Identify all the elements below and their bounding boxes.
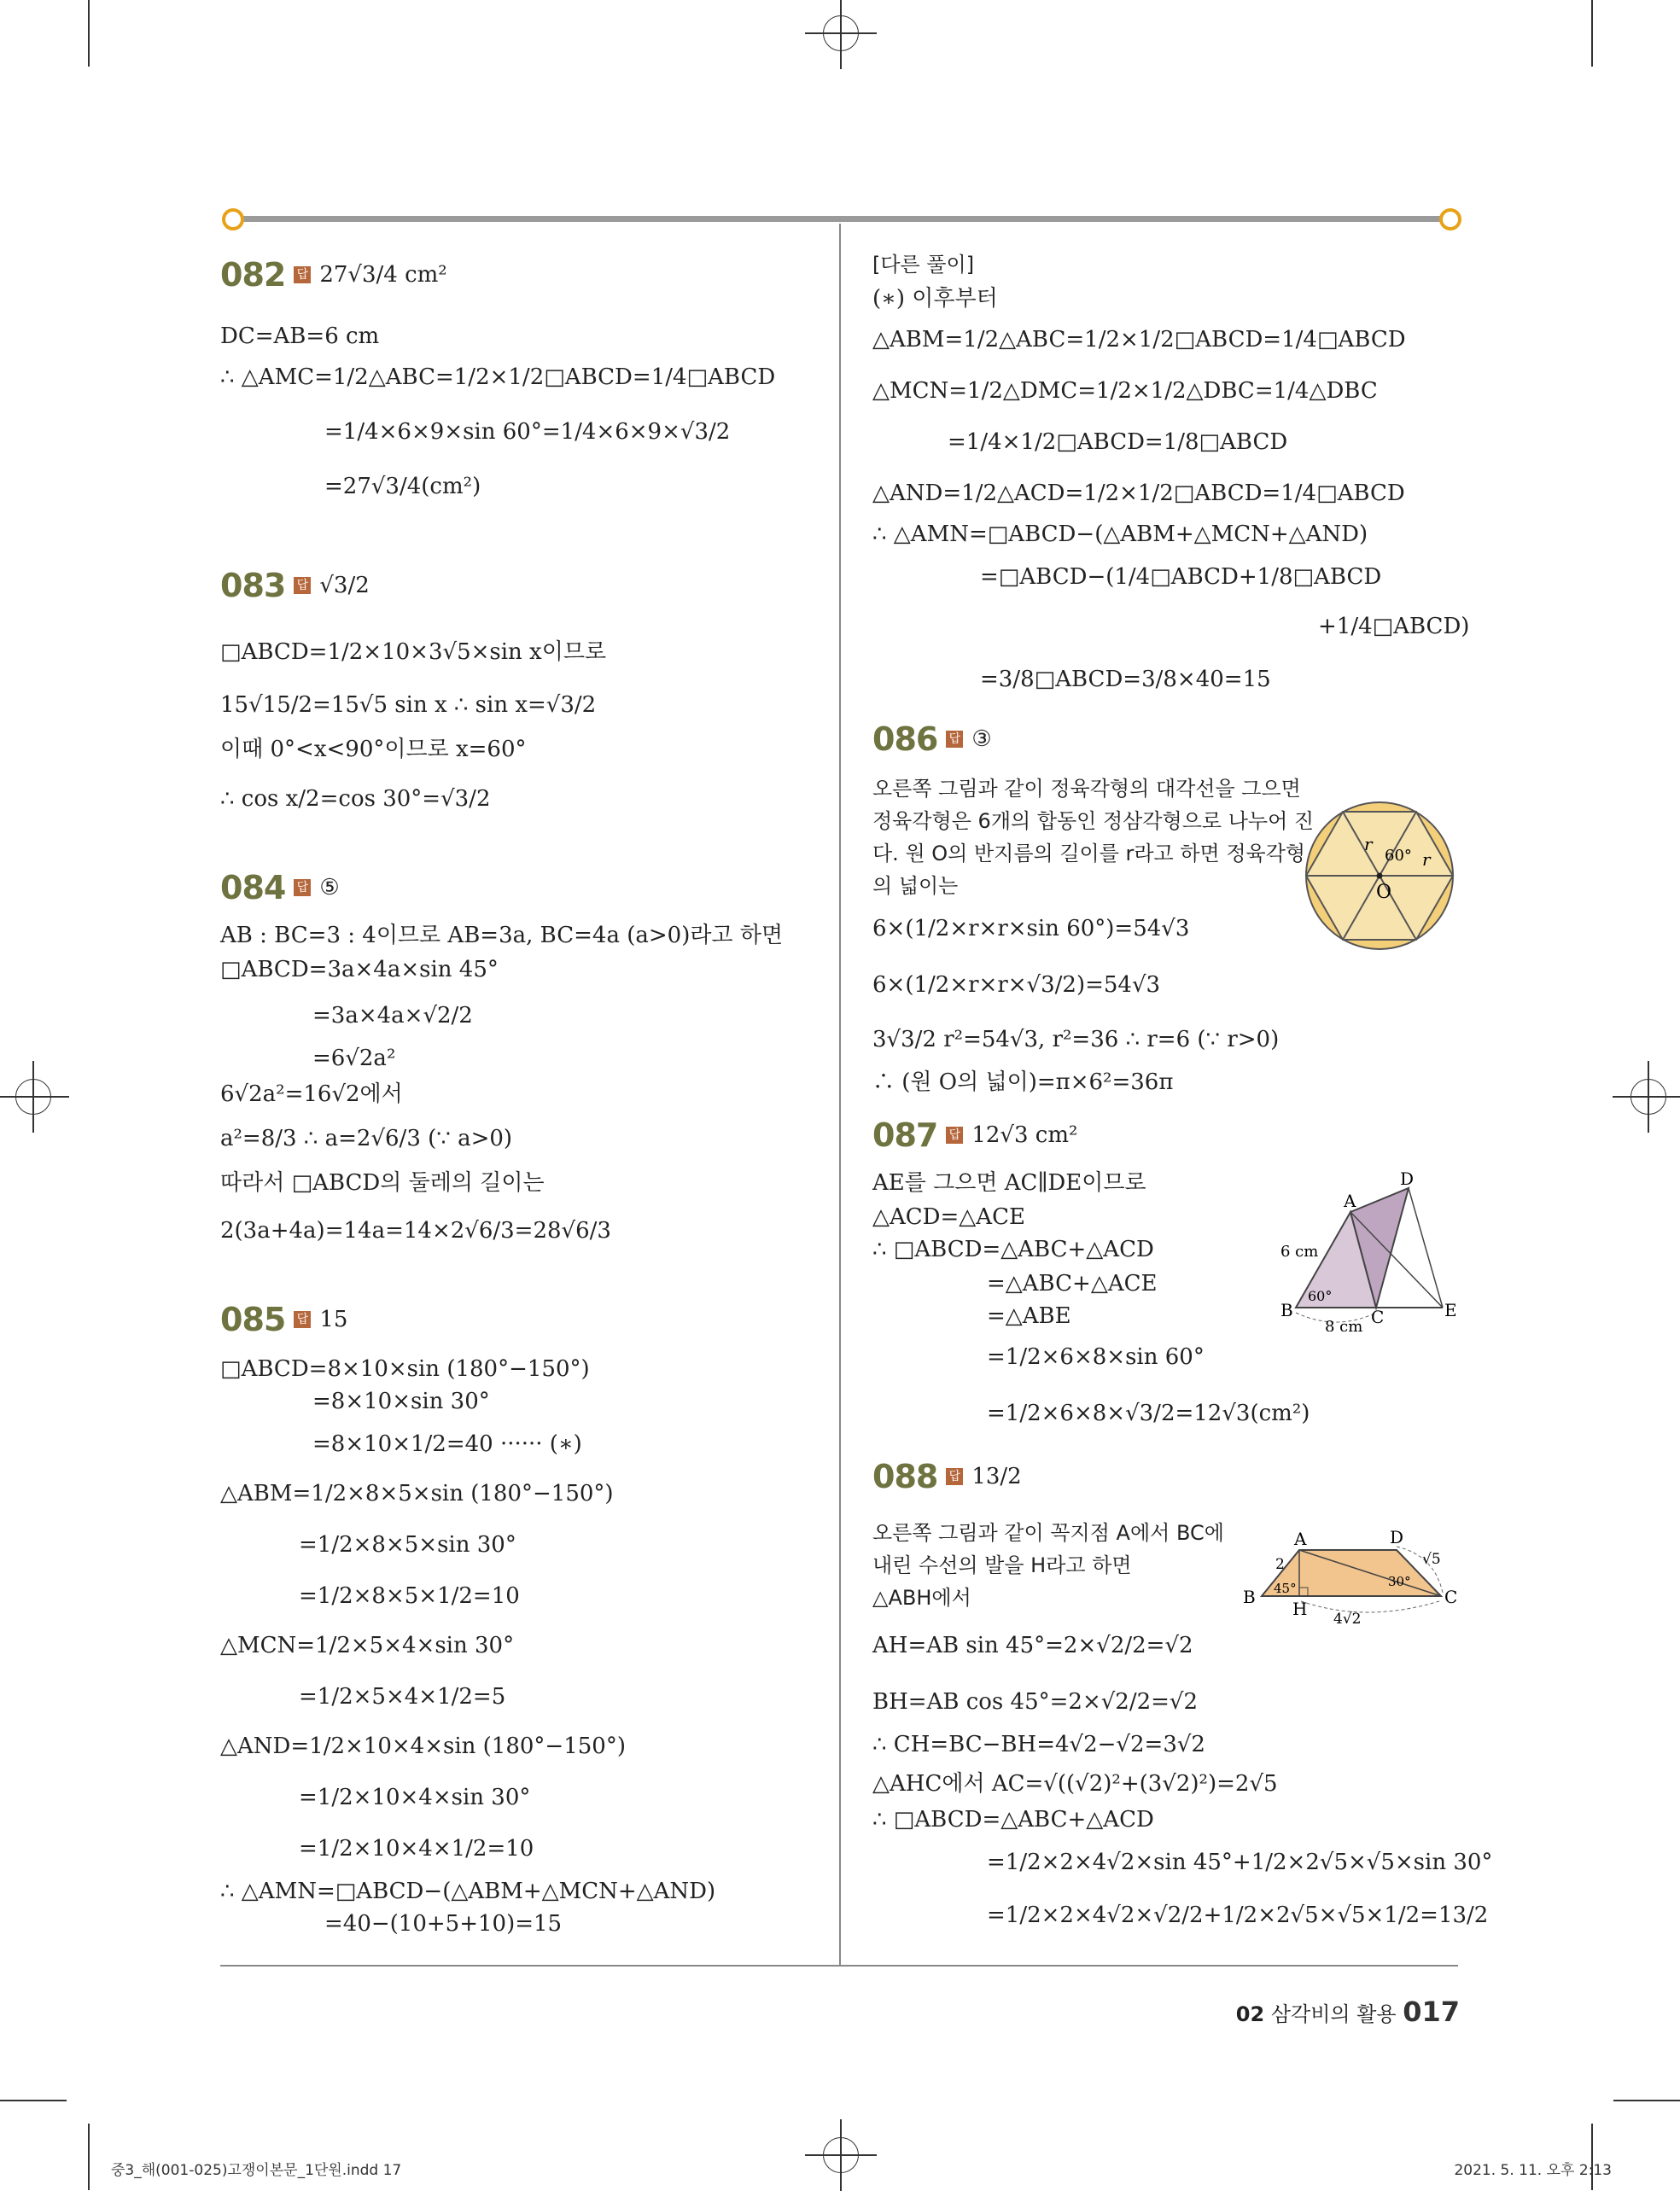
answer-icon: 답 [294, 577, 311, 594]
registration-mark [15, 1079, 51, 1115]
hexagon-figure [1303, 799, 1456, 953]
answer: √3/2 [319, 573, 370, 598]
quadrilateral-figure-088 [1238, 1521, 1460, 1623]
page-footer [1236, 1996, 1460, 2028]
crop-mark [0, 2100, 67, 2101]
solution-line: 15√15/2=15√5 sin x ∴ sin x=√3/2 [220, 692, 597, 718]
answer: 13/2 [971, 1464, 1022, 1489]
solution-line: ∴ △AMN=□ABCD−(△ABM+△MCN+△AND) [872, 522, 1368, 547]
solution-line: =1/2×5×4×1/2=5 [299, 1684, 506, 1710]
answer: 12√3 cm² [971, 1122, 1078, 1148]
solution-line: △AND=1/2×10×4×sin (180°−150°) [220, 1734, 626, 1759]
problem-087-header [872, 1116, 1077, 1154]
solution-line: 의 넓이는 [872, 874, 959, 898]
solution-line: (∗) 이후부터 [872, 286, 998, 312]
crop-mark [88, 2124, 90, 2190]
answer-icon: 답 [946, 1468, 963, 1485]
solution-line: △MCN=1/2×5×4×sin 30° [220, 1633, 515, 1658]
solution-line: =△ABE [987, 1303, 1071, 1329]
solution-line: a²=8/3 ∴ a=2√6/3 (∵ a>0) [220, 1126, 513, 1151]
solution-line: ∴ CH=BC−BH=4√2−√2=3√2 [872, 1732, 1205, 1757]
solution-line: ∴ □ABCD=△ABC+△ACD [872, 1807, 1154, 1833]
bottom-rule [220, 1965, 1458, 1967]
solution-line: =1/4×1/2□ABCD=1/8□ABCD [948, 429, 1288, 455]
solution-line: ∴ □ABCD=△ABC+△ACD [872, 1237, 1154, 1262]
solution-line: +1/4□ABCD) [1318, 614, 1470, 639]
page-number: 017 [1403, 1996, 1460, 2028]
solution-line: 6×(1/2×r×r×sin 60°)=54√3 [872, 916, 1190, 941]
registration-mark [823, 15, 859, 51]
answer-icon: 답 [294, 266, 311, 283]
problem-085-header [220, 1301, 347, 1338]
side-label: 2 [1275, 1556, 1285, 1573]
solution-line: 6×(1/2×r×r×√3/2)=54√3 [872, 972, 1161, 998]
registration-mark [823, 2137, 859, 2173]
solution-line: =27√3/4(cm²) [324, 474, 481, 499]
vertex-label: C [1371, 1307, 1385, 1327]
solution-line: ∴ △AMC=1/2△ABC=1/2×1/2□ABCD=1/4□ABCD [220, 364, 776, 390]
file-slug: 중3_해(001-025)고쟁이본문_1단원.indd 17 [111, 2162, 402, 2179]
solution-line: △AND=1/2△ACD=1/2×1/2□ABCD=1/4□ABCD [872, 481, 1405, 506]
side-label: 6 cm [1280, 1243, 1319, 1261]
solution-line: △ABM=1/2×8×5×sin (180°−150°) [220, 1481, 614, 1506]
solution-line: ∴ (원 O의 넓이)=π×6²=36π [872, 1069, 1174, 1095]
vertex-label: E [1444, 1300, 1457, 1320]
solution-line: □ABCD=3a×4a×sin 45° [220, 957, 499, 982]
solution-line: 내린 수선의 발을 H라고 하면 [872, 1553, 1132, 1577]
solution-line: =1/2×6×8×√3/2=12√3(cm²) [987, 1401, 1310, 1426]
solution-line: AH=AB sin 45°=2×√2/2=√2 [872, 1633, 1193, 1658]
solution-line: =8×10×sin 30° [312, 1389, 490, 1414]
registration-mark [1630, 1079, 1666, 1115]
answer-icon: 답 [946, 1127, 963, 1144]
solution-line: □ABCD=8×10×sin (180°−150°) [220, 1356, 590, 1382]
solution-line: △AHC에서 AC=√((√2)²+(3√2)²)=2√5 [872, 1771, 1278, 1797]
answer-icon: 답 [946, 731, 963, 748]
problem-number: 087 [872, 1116, 938, 1154]
date-slug: 2021. 5. 11. 오후 2:13 [1454, 2162, 1612, 2179]
solution-line: =1/4×6×9×sin 60°=1/4×6×9×√3/2 [324, 419, 731, 445]
solution-line: =3a×4a×√2/2 [312, 1003, 473, 1028]
solution-line: △ACD=△ACE [872, 1204, 1025, 1230]
vertex-label: C [1444, 1587, 1458, 1607]
solution-line: =1/2×8×5×1/2=10 [299, 1583, 520, 1609]
angle-label: 45° [1274, 1581, 1297, 1596]
problem-084-header [220, 869, 340, 906]
radius-label: r [1364, 834, 1373, 854]
problem-086-header [872, 720, 992, 758]
solution-line: =1/2×10×4×sin 30° [299, 1785, 531, 1810]
solution-line: 2(3a+4a)=14a=14×2√6/3=28√6/3 [220, 1218, 611, 1244]
vertex-label: B [1280, 1300, 1293, 1320]
problem-number: 082 [220, 256, 286, 294]
rule-endpoint [222, 208, 244, 230]
solution-line: ∴ cos x/2=cos 30°=√3/2 [220, 786, 491, 812]
problem-number: 086 [872, 720, 938, 758]
solution-line: 따라서 □ABCD의 둘레의 길이는 [220, 1170, 545, 1196]
solution-line: 다. 원 O의 반지름의 길이를 r라고 하면 정육각형 [872, 842, 1306, 865]
problem-082-header [220, 256, 447, 294]
crop-mark [1591, 2124, 1593, 2190]
solution-line: BH=AB cos 45°=2×√2/2=√2 [872, 1689, 1199, 1715]
solution-line: 3√3/2 r²=54√3, r²=36 ∴ r=6 (∵ r>0) [872, 1027, 1280, 1052]
side-label: 4√2 [1333, 1611, 1362, 1623]
vertex-label: A [1294, 1529, 1307, 1549]
solution-line: ∴ △AMN=□ABCD−(△ABM+△MCN+△AND) [220, 1879, 716, 1904]
solution-line: 오른쪽 그림과 같이 꼭지점 A에서 BC에 [872, 1521, 1224, 1545]
problem-number: 085 [220, 1301, 286, 1338]
chapter-title: 삼각비의 활용 [1270, 2002, 1397, 2026]
problem-088-header [872, 1458, 1022, 1495]
vertex-label: D [1400, 1169, 1415, 1189]
solution-line: =6√2a² [312, 1046, 396, 1071]
solution-line: △ABM=1/2△ABC=1/2×1/2□ABCD=1/4□ABCD [872, 327, 1406, 353]
solution-line: 이때 0°<x<90°이므로 x=60° [220, 737, 527, 762]
solution-line: =1/2×6×8×sin 60° [987, 1344, 1205, 1370]
problem-number: 088 [872, 1458, 938, 1495]
solution-line: =1/2×10×4×1/2=10 [299, 1836, 534, 1862]
center-label: O [1376, 882, 1392, 903]
answer-icon: 답 [294, 879, 311, 896]
solution-line: =1/2×2×4√2×√2/2+1/2×2√5×√5×1/2=13/2 [987, 1903, 1489, 1928]
crop-mark [1591, 0, 1593, 67]
solution-line: =8×10×1/2=40 ······ (∗) [312, 1431, 582, 1457]
vertex-label: A [1344, 1191, 1356, 1211]
solution-line: =3/8□ABCD=3/8×40=15 [980, 667, 1271, 692]
problem-083-header [220, 567, 370, 604]
solution-line: AE를 그으면 AC∥DE이므로 [872, 1170, 1146, 1196]
angle-label: 30° [1388, 1574, 1411, 1589]
angle-label: 60° [1308, 1288, 1333, 1304]
solution-line: 6√2a²=16√2에서 [220, 1081, 403, 1107]
solution-line: AB : BC=3 : 4이므로 AB=3a, BC=4a (a>0)라고 하면 [220, 923, 784, 948]
top-rule [229, 216, 1448, 222]
base-label: 8 cm [1325, 1318, 1363, 1331]
solution-line: =1/2×2×4√2×sin 45°+1/2×2√5×√5×sin 30° [987, 1850, 1493, 1875]
solution-line: =40−(10+5+10)=15 [324, 1911, 563, 1937]
vertex-label: B [1243, 1587, 1256, 1607]
answer: 27√3/4 cm² [319, 262, 447, 288]
solution-line: DC=AB=6 cm [220, 323, 380, 349]
angle-label: 60° [1385, 847, 1412, 865]
alt-solution-title: [다른 풀이] [872, 253, 975, 277]
solution-line: □ABCD=1/2×10×3√5×sin x이므로 [220, 639, 607, 665]
solution-line: =□ABCD−(1/4□ABCD+1/8□ABCD [980, 564, 1382, 590]
solution-line: △MCN=1/2△DMC=1/2×1/2△DBC=1/4△DBC [872, 378, 1378, 404]
vertex-label: H [1292, 1599, 1308, 1619]
answer-icon: 답 [294, 1311, 311, 1328]
answer: 15 [319, 1307, 348, 1332]
crop-mark [1613, 2100, 1680, 2101]
chapter-number: 02 [1235, 2002, 1265, 2026]
side-label: √5 [1422, 1551, 1441, 1568]
column-divider [839, 224, 841, 1965]
solution-line: 정육각형은 6개의 합동인 정삼각형으로 나누어 진 [872, 809, 1315, 833]
vertex-label: D [1390, 1527, 1404, 1547]
quadrilateral-figure-087 [1272, 1169, 1465, 1331]
solution-line: =1/2×8×5×sin 30° [299, 1532, 516, 1558]
problem-number: 083 [220, 567, 286, 604]
crop-mark [88, 0, 90, 67]
answer: ③ [971, 726, 992, 752]
answer: ⑤ [319, 875, 340, 900]
radius-label: r [1422, 849, 1431, 870]
solution-line: 오른쪽 그림과 같이 정육각형의 대각선을 그으면 [872, 777, 1301, 801]
problem-number: 084 [220, 869, 286, 906]
solution-line: △ABH에서 [872, 1586, 971, 1610]
rule-endpoint [1439, 208, 1461, 230]
solution-line: =△ABC+△ACE [987, 1271, 1158, 1297]
